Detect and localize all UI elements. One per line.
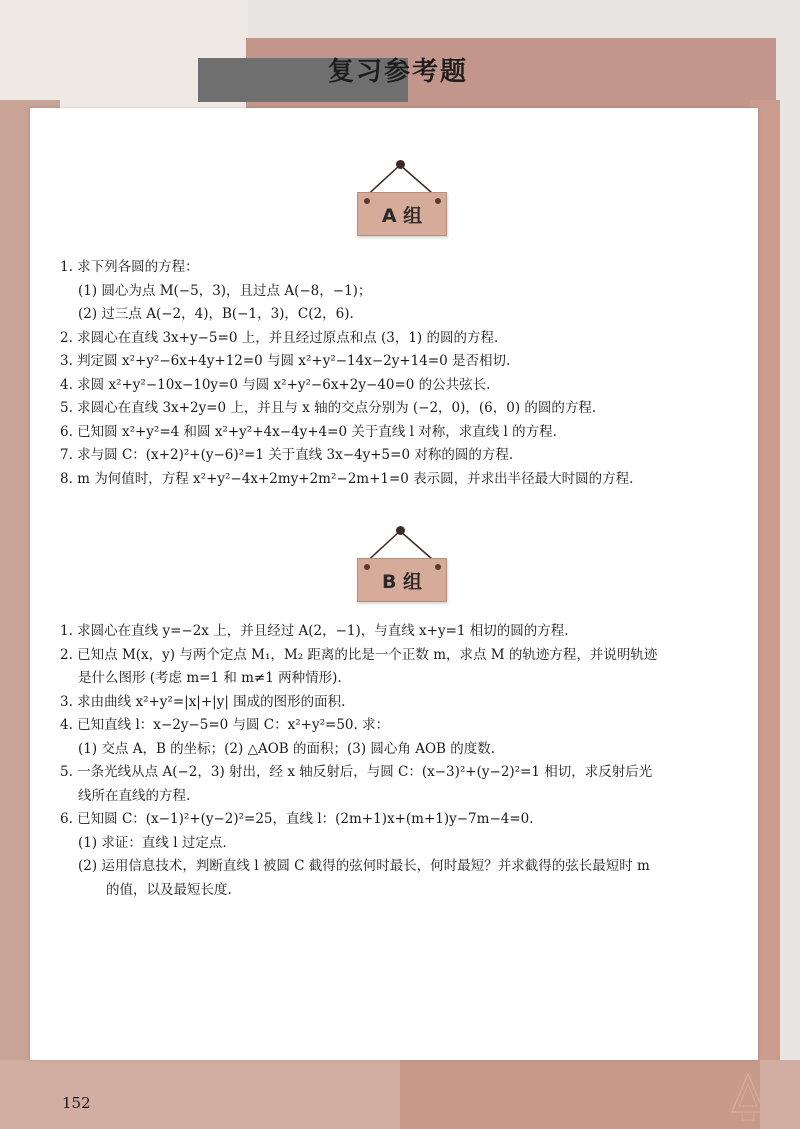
list-item: 6. 已知圆 x²+y²=4 和圆 x²+y²+4x−4y+4=0 关于直线 l 对称，求直线 l 的方程. — [60, 423, 557, 440]
page-number: 152 — [62, 1094, 91, 1112]
publisher-logo-icon — [728, 1068, 768, 1124]
list-item: 5. 求圆心在直线 3x+2y=0 上，并且与 x 轴的交点分别为 (−2，0)，(6，0) 的圆的方程. — [60, 400, 597, 416]
page-sheet — [30, 108, 758, 1060]
list-item: 7. 求与圆 C：(x+2)²+(y−6)²=1 关于直线 3x−4y+5=0 对称的圆的方程. — [60, 447, 514, 463]
list-item: 4. 已知直线 l：x−2y−5=0 与圆 C：x²+y²=50. 求： — [60, 717, 390, 733]
list-item: (2) 过三点 A(−2，4)，B(−1，3)，C(2，6). — [78, 306, 354, 322]
list-item: (1) 圆心为点 M(−5，3)，且过点 A(−8，−1)； — [78, 282, 372, 299]
pin-icon — [435, 564, 441, 570]
list-item: (1) 交点 A，B 的坐标；(2) △AOB 的面积；(3) 圆心角 AOB 的度数. — [78, 740, 496, 757]
list-item: 4. 求圆 x²+y²−10x−10y=0 与圆 x²+y²−6x+2y−40=0 的公共弦长. — [60, 376, 491, 393]
pin-icon — [364, 564, 370, 570]
group-a-questions — [60, 256, 750, 491]
group-b-badge — [350, 526, 470, 618]
group-b-label: B 组 — [357, 558, 447, 602]
list-item: 1. 求圆心在直线 y=−2x 上，并且经过 A(2，−1)，与直线 x+y=1 相切的圆的方程. — [60, 623, 569, 639]
list-item: (1) 求证：直线 l 过定点. — [78, 834, 227, 851]
decor-band-bottom-dark — [400, 1060, 760, 1129]
group-a-label: A 组 — [357, 192, 447, 236]
list-item: 2. 求圆心在直线 3x+y−5=0 上，并且经过原点和点 (3，1) 的圆的方程. — [60, 329, 499, 346]
list-item: 1. 求下列各圆的方程： — [60, 259, 199, 275]
list-item: 的值，以及最短长度. — [106, 881, 232, 898]
list-item: 5. 一条光线从点 A(−2，3) 射出，经 x 轴反射后，与圆 C：(x−3)²+(y−2)²=1 相切，求反射后光 — [60, 764, 653, 780]
list-item: 8. m 为何值时，方程 x²+y²−4x+2my+2m²−2m+1=0 表示圆，并求出半径最大时圆的方程. — [60, 470, 634, 487]
page-title: 复习参考题 — [327, 57, 468, 87]
list-item: 线所在直线的方程. — [78, 787, 191, 804]
group-a-badge — [350, 160, 470, 252]
pin-icon — [435, 198, 441, 204]
list-item: 是什么图形 (考虑 m=1 和 m≠1 两种情形). — [78, 670, 342, 686]
list-item: 6. 已知圆 C：(x−1)²+(y−2)²=25，直线 l：(2m+1)x+(m+1)y−7m−4=0. — [60, 811, 534, 827]
list-item: 2. 已知点 M(x，y) 与两个定点 M₁，M₂ 距离的比是一个正数 m，求点 M 的轨迹方程，并说明轨迹 — [60, 646, 658, 663]
list-item: (2) 运用信息技术，判断直线 l 被圆 C 截得的弦何时最长，何时最短？并求截得的弦长最短时 m — [78, 858, 650, 874]
group-b-questions — [60, 620, 750, 902]
list-item: 3. 求由曲线 x²+y²=|x|+|y| 围成的图形的面积. — [60, 693, 346, 710]
pin-icon — [364, 198, 370, 204]
list-item: 3. 判定圆 x²+y²−6x+4y+12=0 与圆 x²+y²−14x−2y+14=0 是否相切. — [60, 353, 511, 369]
